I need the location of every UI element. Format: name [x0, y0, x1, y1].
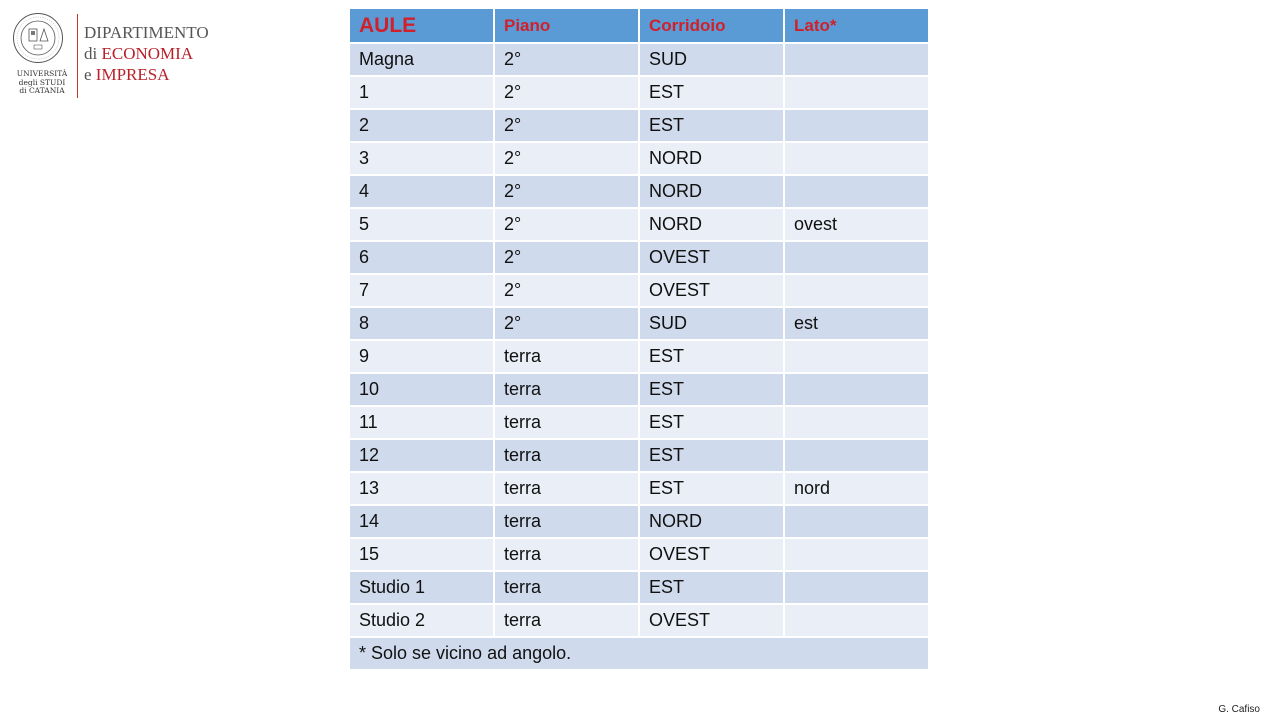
university-line-2: degli STUDI [18, 77, 66, 87]
cell-piano: 2° [494, 307, 639, 340]
cell-aula: 14 [349, 505, 494, 538]
cell-corridoio: EST [639, 76, 784, 109]
cell-aula: 11 [349, 406, 494, 439]
cell-corridoio: SUD [639, 43, 784, 76]
header-piano: Piano [494, 8, 639, 43]
cell-corridoio: EST [639, 571, 784, 604]
cell-lato [784, 109, 929, 142]
cell-piano: terra [494, 538, 639, 571]
cell-corridoio: SUD [639, 307, 784, 340]
department-line-2 [84, 43, 209, 64]
cell-lato: est [784, 307, 929, 340]
table-row [349, 538, 929, 571]
cell-corridoio: EST [639, 109, 784, 142]
cell-corridoio: OVEST [639, 241, 784, 274]
university-line-1: UNIVERSITÀ [16, 69, 68, 78]
cell-piano: 2° [494, 175, 639, 208]
cell-corridoio: EST [639, 373, 784, 406]
author-credit: G. Cafiso [1218, 704, 1260, 715]
cell-piano: 2° [494, 142, 639, 175]
cell-corridoio: OVEST [639, 604, 784, 637]
table-body [349, 43, 929, 637]
cell-lato [784, 76, 929, 109]
table-row [349, 406, 929, 439]
table-row [349, 76, 929, 109]
cell-aula: 7 [349, 274, 494, 307]
cell-lato [784, 43, 929, 76]
university-line-3: di CATANIA [19, 86, 65, 95]
university-seal-icon [12, 12, 64, 64]
cell-piano: terra [494, 571, 639, 604]
cell-aula: Magna [349, 43, 494, 76]
cell-corridoio: EST [639, 472, 784, 505]
table-row [349, 175, 929, 208]
table-row [349, 340, 929, 373]
department-economia: ECONOMIA [101, 44, 194, 63]
header-lato: Lato* [784, 8, 929, 43]
cell-aula: Studio 1 [349, 571, 494, 604]
cell-aula: 1 [349, 76, 494, 109]
cell-lato: nord [784, 472, 929, 505]
footnote-row [349, 637, 929, 670]
table-row [349, 142, 929, 175]
table-row [349, 472, 929, 505]
cell-aula: 4 [349, 175, 494, 208]
cell-corridoio: NORD [639, 505, 784, 538]
cell-piano: terra [494, 373, 639, 406]
cell-lato [784, 274, 929, 307]
cell-aula: 15 [349, 538, 494, 571]
cell-lato [784, 604, 929, 637]
cell-corridoio: OVEST [639, 274, 784, 307]
cell-aula: 3 [349, 142, 494, 175]
cell-corridoio: NORD [639, 142, 784, 175]
footnote: * Solo se vicino ad angolo. [349, 637, 929, 670]
cell-aula: Studio 2 [349, 604, 494, 637]
university-name [14, 70, 70, 96]
cell-aula: 9 [349, 340, 494, 373]
cell-lato [784, 175, 929, 208]
university-logo [12, 12, 232, 102]
table-row [349, 571, 929, 604]
table-row [349, 373, 929, 406]
cell-aula: 6 [349, 241, 494, 274]
cell-piano: terra [494, 439, 639, 472]
cell-corridoio: EST [639, 406, 784, 439]
cell-piano: terra [494, 505, 639, 538]
header-corridoio: Corridoio [639, 8, 784, 43]
cell-lato [784, 406, 929, 439]
cell-aula: 8 [349, 307, 494, 340]
cell-lato [784, 142, 929, 175]
cell-piano: 2° [494, 241, 639, 274]
cell-aula: 10 [349, 373, 494, 406]
table-row [349, 241, 929, 274]
table-row [349, 439, 929, 472]
cell-piano: terra [494, 604, 639, 637]
cell-lato [784, 571, 929, 604]
table-row [349, 43, 929, 76]
cell-lato [784, 373, 929, 406]
cell-corridoio: OVEST [639, 538, 784, 571]
department-impresa: IMPRESA [95, 65, 170, 84]
cell-corridoio: NORD [639, 175, 784, 208]
table-row [349, 307, 929, 340]
cell-piano: 2° [494, 274, 639, 307]
table-row [349, 208, 929, 241]
cell-piano: terra [494, 340, 639, 373]
classrooms-table [348, 7, 930, 671]
table-row [349, 109, 929, 142]
table-row [349, 274, 929, 307]
cell-piano: terra [494, 406, 639, 439]
table-row [349, 604, 929, 637]
cell-piano: 2° [494, 109, 639, 142]
cell-lato [784, 241, 929, 274]
cell-piano: 2° [494, 43, 639, 76]
department-line-3 [84, 64, 209, 85]
cell-aula: 12 [349, 439, 494, 472]
logo-divider [77, 14, 78, 98]
classrooms-table-container [348, 7, 928, 671]
header-aule: AULE [349, 8, 494, 43]
department-name [84, 22, 209, 85]
department-line-1: DIPARTIMENTO [84, 23, 209, 42]
cell-aula: 2 [349, 109, 494, 142]
cell-piano: terra [494, 472, 639, 505]
cell-aula: 5 [349, 208, 494, 241]
cell-corridoio: NORD [639, 208, 784, 241]
cell-lato [784, 340, 929, 373]
table-row [349, 505, 929, 538]
cell-piano: 2° [494, 208, 639, 241]
cell-piano: 2° [494, 76, 639, 109]
cell-lato [784, 538, 929, 571]
cell-lato [784, 439, 929, 472]
table-header-row [349, 8, 929, 43]
cell-corridoio: EST [639, 439, 784, 472]
cell-lato [784, 505, 929, 538]
department-line-3-prefix: e [84, 65, 96, 84]
cell-corridoio: EST [639, 340, 784, 373]
cell-aula: 13 [349, 472, 494, 505]
department-line-2-prefix: di [84, 44, 102, 63]
cell-lato: ovest [784, 208, 929, 241]
